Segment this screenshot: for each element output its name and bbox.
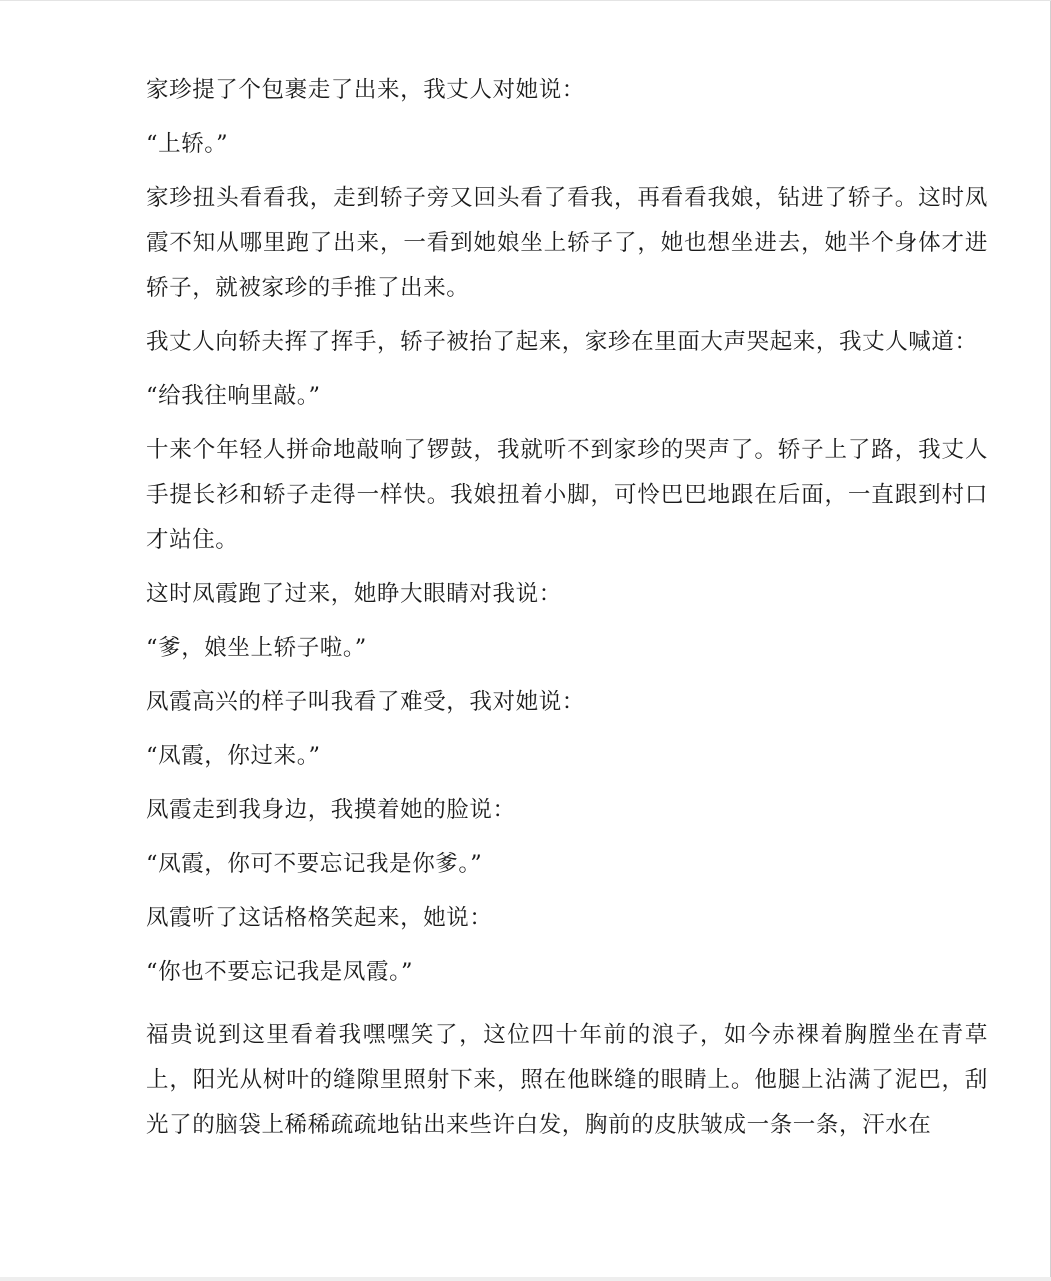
paragraph: 凤霞高兴的样子叫我看了难受，我对她说： [146, 689, 585, 715]
paragraph: 家珍扭头看看我，走到轿子旁又回头看了看我，再看看我娘，钻进了轿子。这时凤霞不知从哪里跑了出来，一看到她娘坐上轿子了，她也想坐进去，她半个身体才进轿子，就被家珍的手推了出来。 [146, 185, 988, 301]
paragraph: “爹，娘坐上轿子啦。” [146, 635, 367, 661]
paragraph: 这时凤霞跑了过来，她睁大眼睛对我说： [146, 581, 562, 607]
paragraph: 我丈人向轿夫挥了挥手，轿子被抬了起来，家珍在里面大声哭起来，我丈人喊道： [146, 329, 978, 355]
page-bottom-edge [0, 1277, 1051, 1281]
paragraph: “给我往响里敲。” [146, 383, 321, 409]
paragraph: 家珍提了个包裹走了出来，我丈人对她说： [146, 77, 585, 103]
paragraph: 凤霞走到我身边，我摸着她的脸说： [146, 797, 516, 823]
page-top-edge [0, 0, 1051, 1]
paragraph: “凤霞，你可不要忘记我是你爹。” [146, 851, 483, 877]
paragraph: “凤霞，你过来。” [146, 743, 321, 769]
paragraph: 福贵说到这里看着我嘿嘿笑了，这位四十年前的浪子，如今赤裸着胸膛坐在青草上，阳光从树叶的缝隙里照射下来，照在他眯缝的眼睛上。他腿上沾满了泥巴，刮光了的脑袋上稀稀疏疏地钻出来些许白发，胸前的皮肤皱成一条一条，汗水在 [146, 1022, 988, 1138]
paragraph: “你也不要忘记我是凤霞。” [146, 959, 414, 985]
paragraph: 凤霞听了这话格格笑起来，她说： [146, 905, 493, 931]
paragraph: 十来个年轻人拼命地敲响了锣鼓，我就听不到家珍的哭声了。轿子上了路，我丈人手提长衫和轿子走得一样快。我娘扭着小脚，可怜巴巴地跟在后面，一直跟到村口才站住。 [146, 437, 988, 553]
document-body [146, 68, 988, 1157]
paragraph: “上轿。” [146, 131, 229, 157]
